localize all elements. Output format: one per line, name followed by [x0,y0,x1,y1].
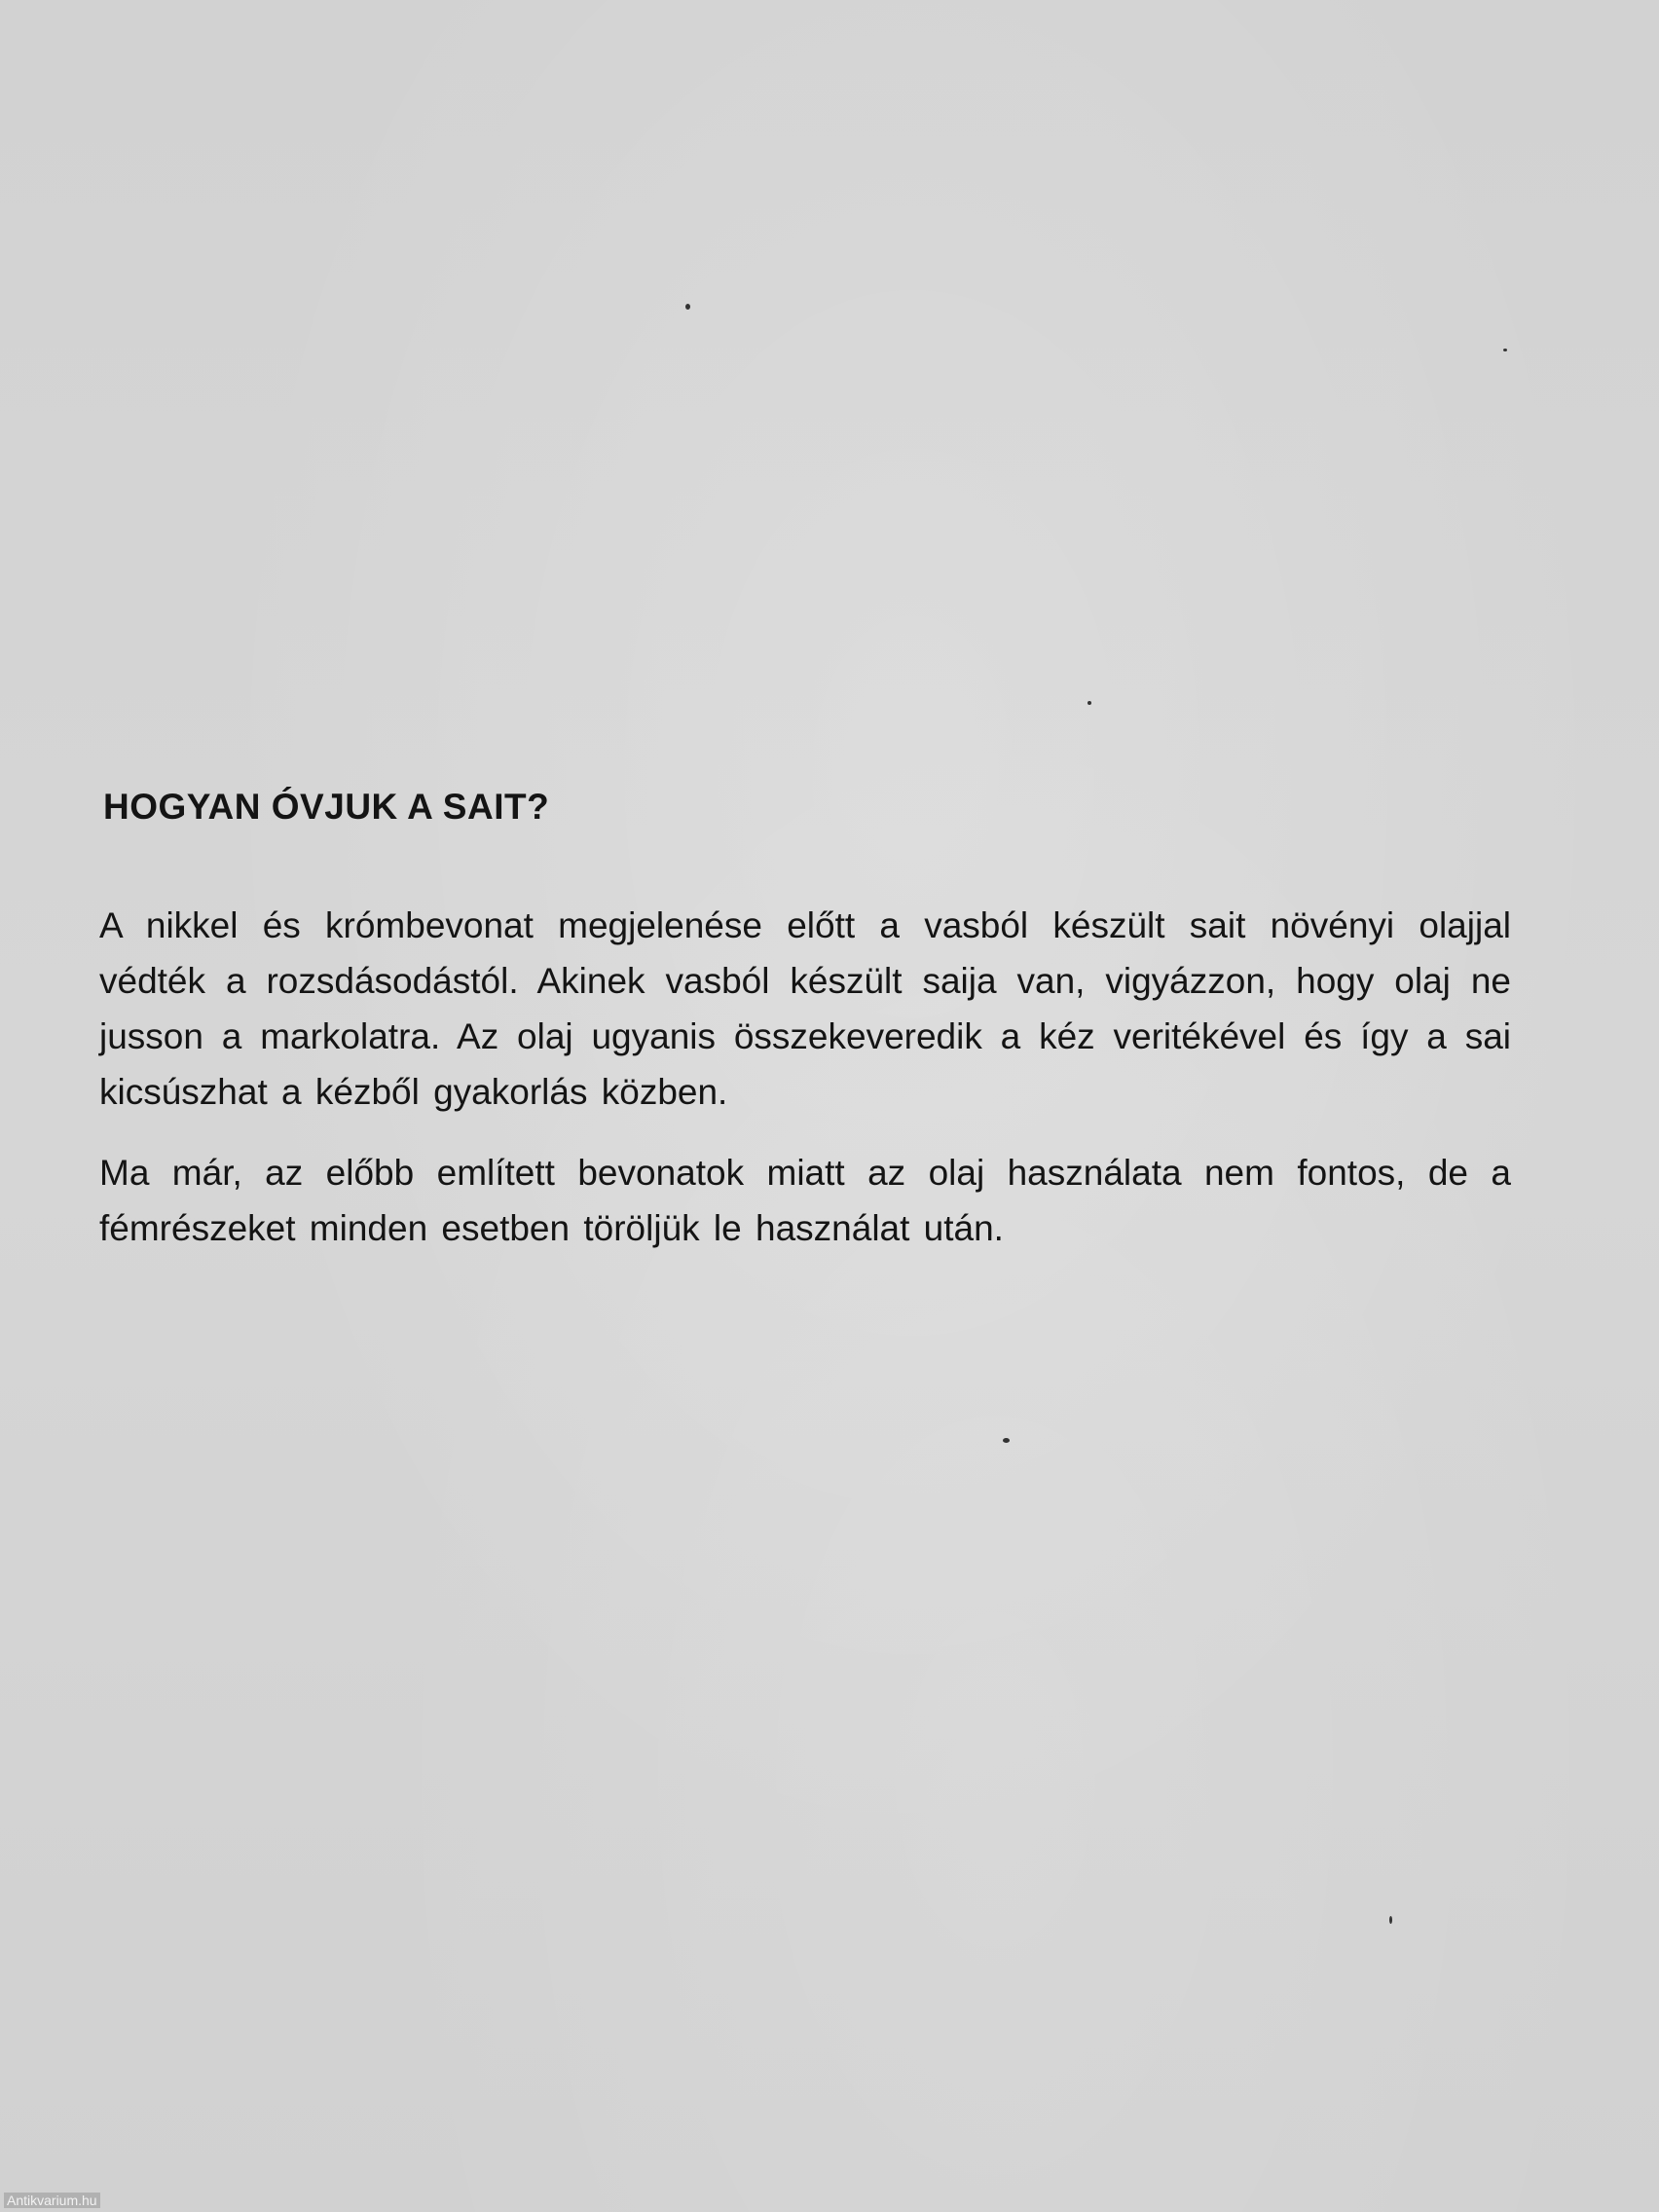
paragraph-2: Ma már, az előbb említett bevonatok miatt az olaj használata nem fontos, de a fémrészeket minden esetben töröljük le használat után. [99,1153,1511,1248]
scan-speck [1389,1916,1392,1924]
body-text [99,898,1511,1281]
scan-speck [1003,1438,1010,1443]
paragraph-1: A nikkel és krómbevonat megjelenése előtt a vasból készült sait növényi olajjal védték a rozsdásodástól. Akinek vasból készült saija van, vigyázzon, hogy olaj ne jusson a markolatra. Az olaj ugyanis összekeveredik a kéz veritékével és így a sai kicsúszhat a kézből gyakorlás közben. [99,905,1511,1112]
scan-speck [1088,701,1091,705]
scan-speck [685,304,690,310]
watermark: Antikvarium.hu [4,2193,100,2208]
section-heading: HOGYAN ÓVJUK A SAIT? [103,787,550,827]
scan-speck [1503,349,1507,351]
